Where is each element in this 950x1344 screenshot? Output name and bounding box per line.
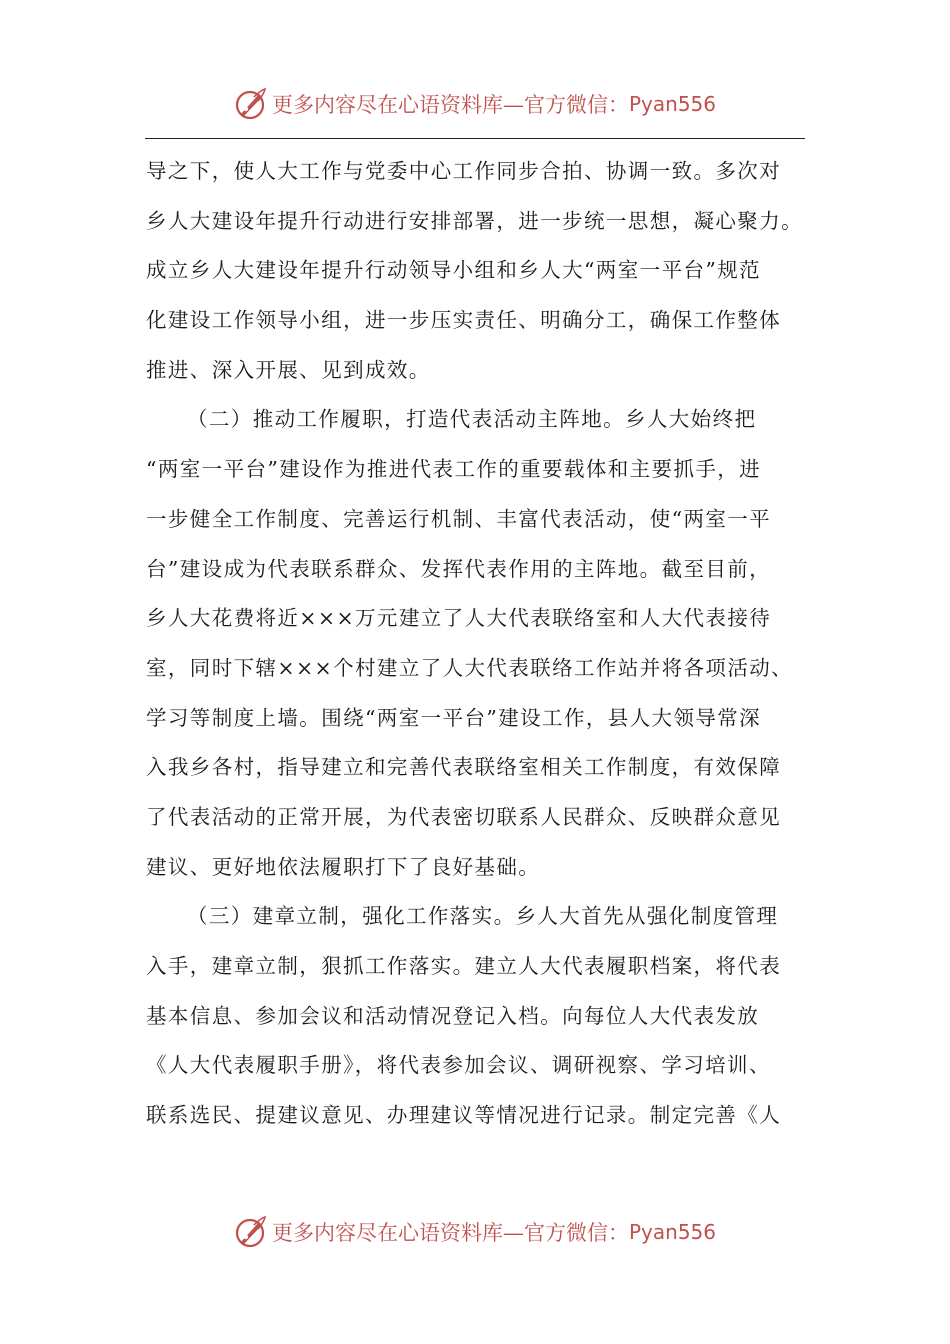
footer-banner-main-text: 更多内容尽在心语资料库: [271, 1221, 503, 1245]
quill-pen-logo-icon: [234, 87, 268, 121]
body-line: 推进、深入开展、见到成效。: [146, 357, 431, 382]
body-line: 成立乡人大建设年提升行动领导小组和乡人大“两室一平台”规范: [146, 258, 762, 283]
body-line: 基本信息、参加会议和活动情况登记入档。向每位人大代表发放: [146, 1003, 760, 1028]
footer-banner-wechat-id: Pyan556: [628, 1220, 716, 1244]
footer-banner-suffix-text: —官方微信：: [502, 1221, 629, 1245]
body-line: 乡人大花费将近×××万元建立了人大代表联络室和人大代表接待: [146, 606, 772, 631]
body-line: 了代表活动的正常开展，为代表密切联系人民群众、反映群众意见: [146, 804, 782, 829]
footer-banner: [0, 1210, 950, 1254]
header-banner: [0, 82, 950, 126]
quill-pen-logo-icon: [234, 1215, 268, 1249]
header-divider: [145, 138, 805, 139]
body-line: 入我乡各村，指导建立和完善代表联络室相关工作制度，有效保障: [146, 755, 782, 780]
document-body: [146, 147, 806, 1141]
body-line: 联系选民、提建议意见、办理建议等情况进行记录。制定完善《人: [146, 1103, 782, 1128]
body-line: 化建设工作领导小组，进一步压实责任、明确分工，确保工作整体: [146, 308, 782, 333]
body-line: 学习等制度上墙。围绕“两室一平台”建设工作，县人大领导常深: [146, 705, 762, 730]
body-line: 导之下，使人大工作与党委中心工作同步合拍、协调一致。多次对: [146, 159, 782, 183]
header-banner-wechat-id: Pyan556: [628, 92, 716, 116]
body-line: 乡人大建设年提升行动进行安排部署，进一步统一思想，凝心聚力。: [146, 208, 803, 233]
body-line: 入手，建章立制，狠抓工作落实。建立人大代表履职档案，将代表: [146, 954, 782, 978]
body-line: 台”建设成为代表联系群众、发挥代表作用的主阵地。截至目前，: [146, 556, 772, 581]
body-line: “两室一平台”建设作为推进代表工作的重要载体和主要抓手，进: [146, 457, 762, 482]
body-line: 室，同时下辖×××个村建立了人大代表联络工作站并将各项活动、: [146, 655, 794, 680]
header-banner-main-text: 更多内容尽在心语资料库: [271, 93, 503, 117]
body-line: 《人大代表履职手册》，将代表参加会议、调研视察、学习培训、: [146, 1053, 771, 1078]
paragraph-heading-line: （二）推动工作履职，打造代表活动主阵地。乡人大始终把: [187, 407, 757, 432]
body-line: 建议、更好地依法履职打下了良好基础。: [146, 854, 541, 879]
body-line: 一步健全工作制度、完善运行机制、丰富代表活动，使“两室一平: [146, 506, 772, 531]
header-banner-suffix-text: —官方微信：: [502, 93, 629, 117]
paragraph-heading-line: （三）建章立制，强化工作落实。乡人大首先从强化制度管理: [187, 904, 779, 929]
